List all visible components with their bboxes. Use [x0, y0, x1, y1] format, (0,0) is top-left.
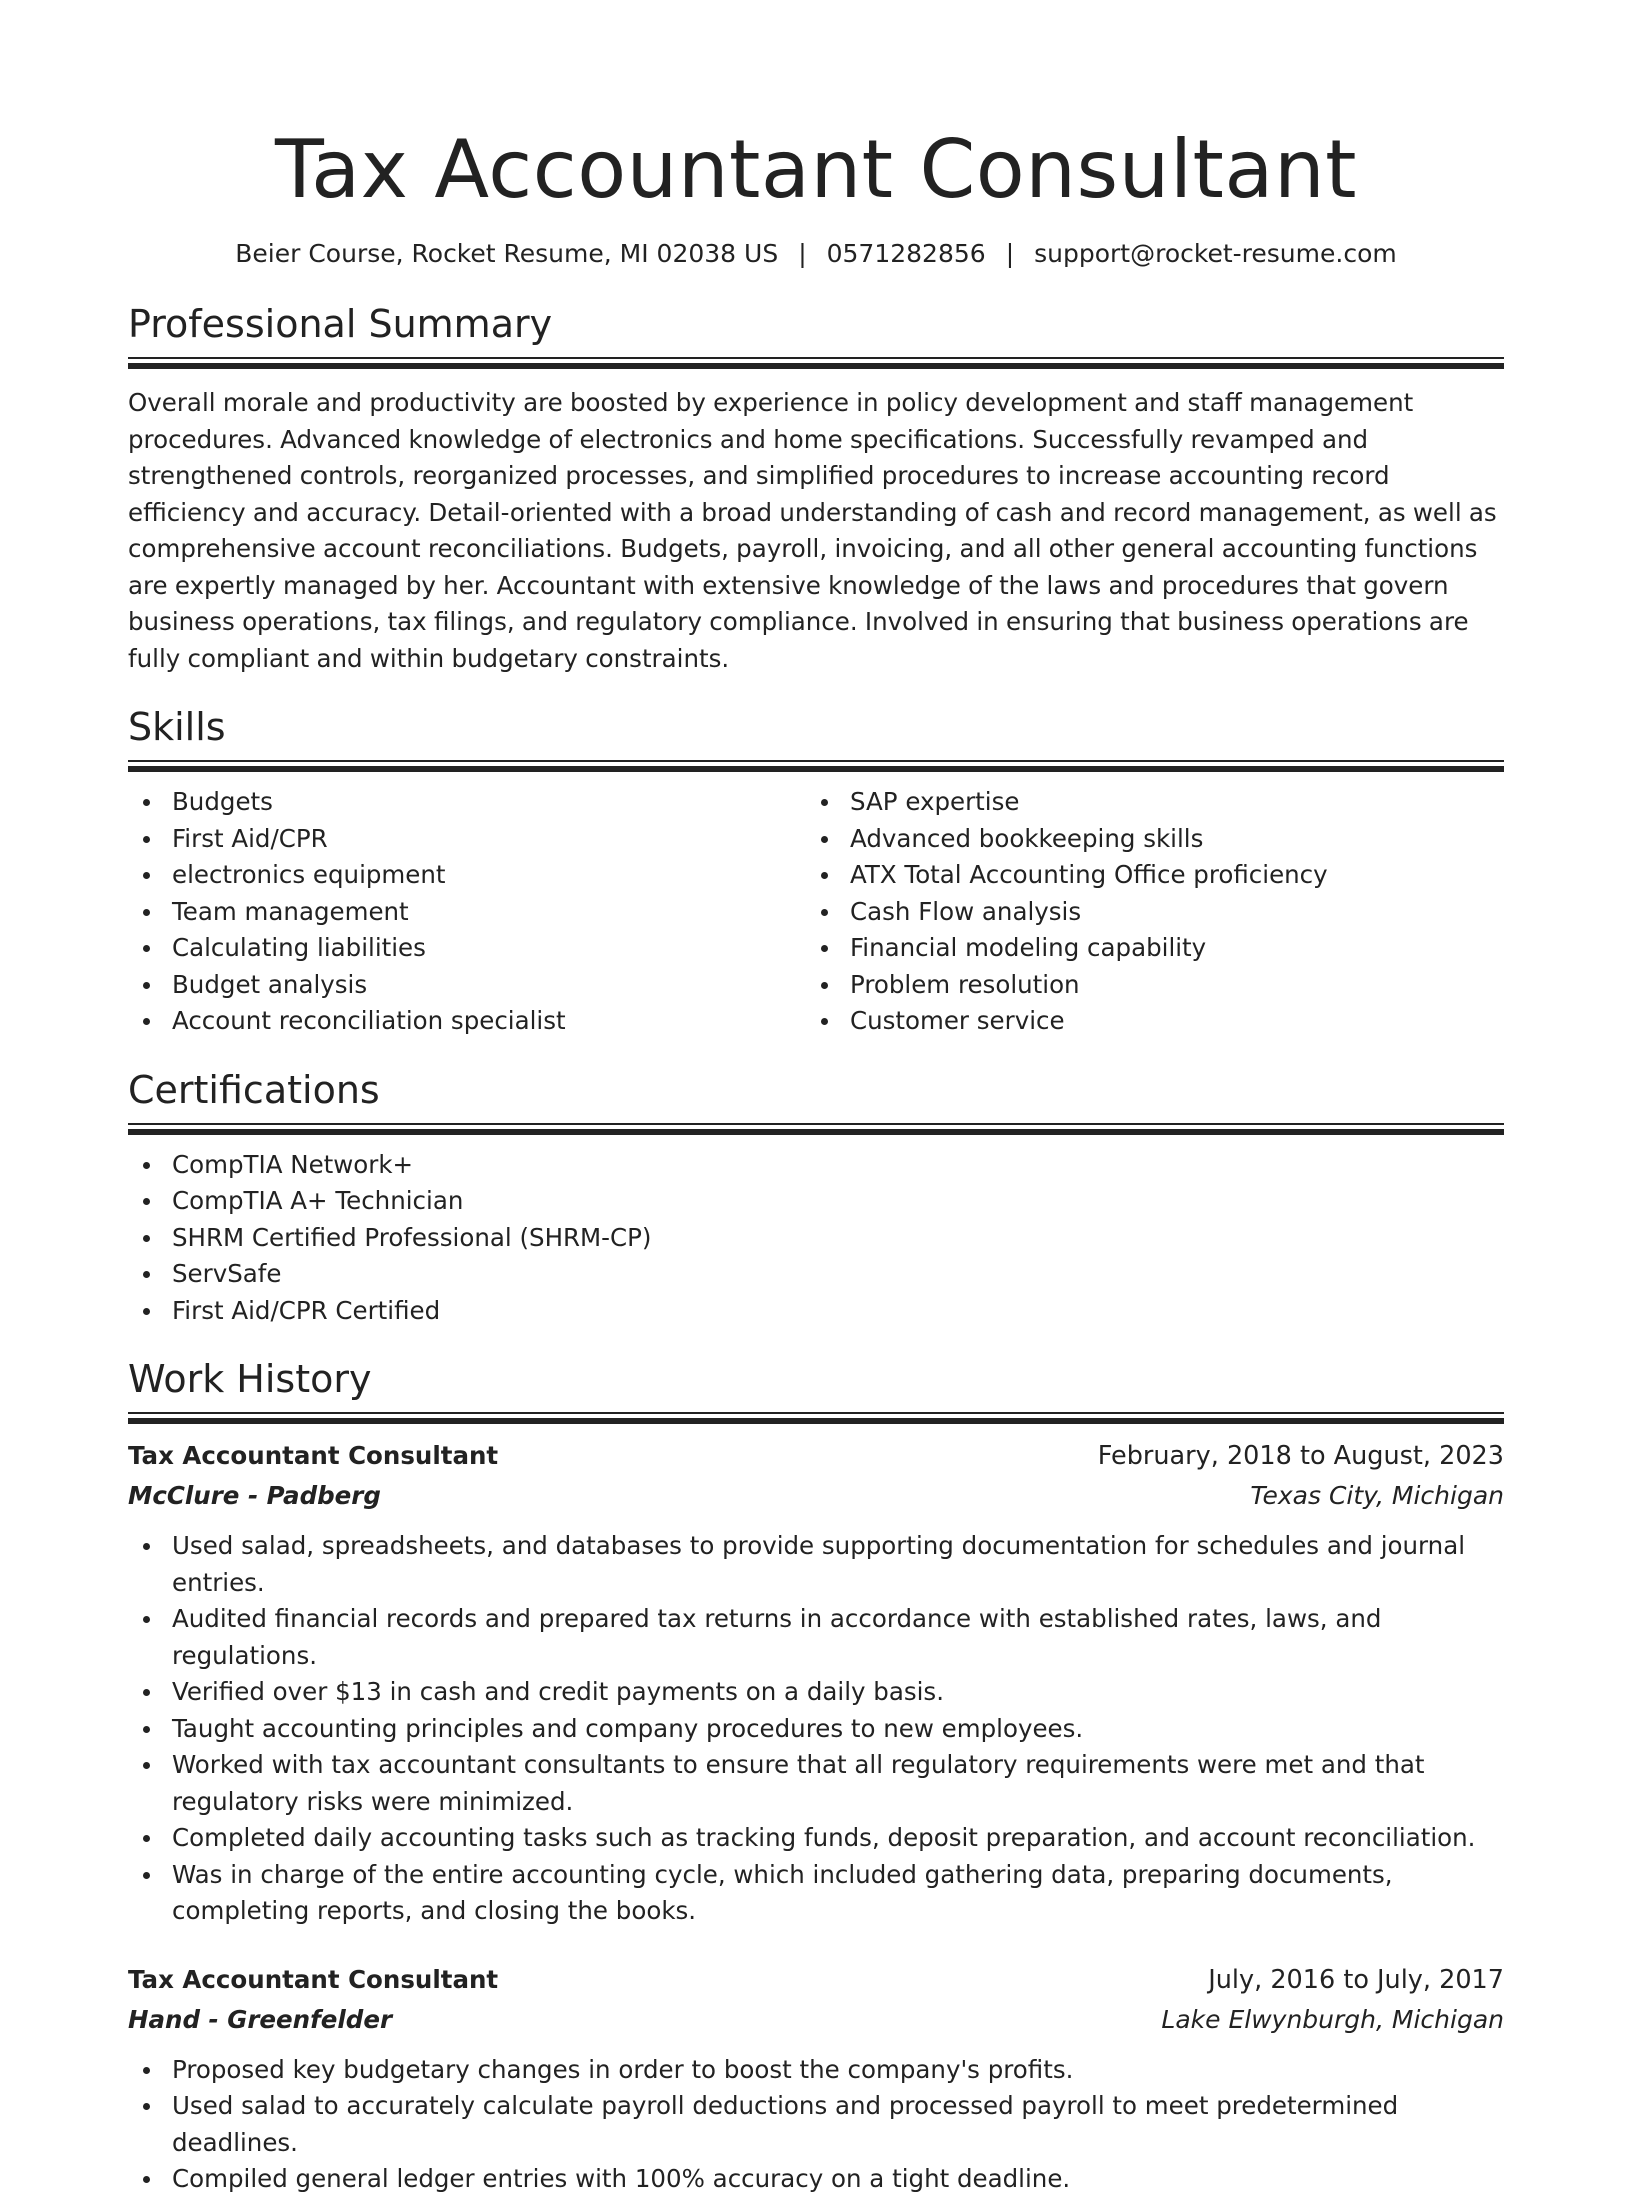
job-bullet: Completed daily accounting tasks such as tracking funds, deposit preparation, and account reconciliation.	[172, 1820, 1504, 1857]
job-bullet: Worked with tax accountant consultants to ensure that all regulatory requirements were met and that regulatory risks were minimized.	[172, 1747, 1504, 1820]
job-entry	[128, 1960, 1504, 2198]
skill-item: Cash Flow analysis	[850, 894, 1484, 931]
skill-item: Advanced bookkeeping skills	[850, 821, 1484, 858]
skill-item: Financial modeling capability	[850, 930, 1484, 967]
skill-item: Budget analysis	[172, 967, 806, 1004]
skills-list-right	[806, 784, 1484, 1040]
job-dates: February, 2018 to August, 2023	[1097, 1441, 1504, 1471]
job-location: Texas City, Michigan	[1250, 1481, 1504, 1510]
job-header	[128, 1436, 1504, 1476]
job-bullet: Verified over $13 in cash and credit payments on a daily basis.	[172, 1674, 1504, 1711]
job-bullet: Proposed key budgetary changes in order to boost the company's profits.	[172, 2052, 1504, 2089]
skills-section	[128, 704, 1504, 1040]
contact-separator: |	[1005, 239, 1015, 268]
skill-item: Customer service	[850, 1003, 1484, 1040]
resume-page	[128, 0, 1504, 2198]
job-location: Lake Elwynburgh, Michigan	[1161, 2004, 1504, 2034]
section-heading: Professional Summary	[128, 302, 553, 346]
certification-item: SHRM Certified Professional (SHRM-CP)	[172, 1220, 1504, 1257]
skill-item: electronics equipment	[172, 857, 806, 894]
section-divider	[128, 1412, 1504, 1424]
summary-text: Overall morale and productivity are boosted by experience in policy development and staff management procedures. Advanced knowledge of electronics and home specifications. Successfully revamped and strengthened controls, reorganized processes, and simplified procedures to increase accounting record efficiency and accuracy. Detail-oriented with a broad understanding of cash and record management, as well as comprehensive account reconciliations. Budgets, payroll, invoicing, and all other general accounting functions are expertly managed by her. Accountant with extensive knowledge of the laws and procedures that govern business operations, tax filings, and regulatory compliance. Involved in ensuring that business operations are fully compliant and within budgetary constraints.	[128, 388, 1497, 673]
job-bullets	[128, 2052, 1504, 2198]
job-entry	[128, 1436, 1504, 1930]
job-title: Tax Accountant Consultant	[128, 1964, 499, 1994]
section-heading: Certifications	[128, 1067, 380, 1112]
skills-column-left	[128, 784, 806, 1040]
skill-item: ATX Total Accounting Office proficiency	[850, 857, 1484, 894]
job-subheader	[128, 2000, 1504, 2040]
job-bullet: Was in charge of the entire accounting cycle, which included gathering data, preparing documents, completing reports, and closing the books.	[172, 1857, 1504, 1930]
job-company: McClure - Padberg	[128, 1481, 381, 1510]
job-title: Tax Accountant Consultant	[128, 1441, 499, 1470]
work-history-section	[128, 1356, 1504, 2198]
skills-grid	[128, 784, 1504, 1040]
skill-item: Calculating liabilities	[172, 930, 806, 967]
job-dates: July, 2016 to July, 2017	[1208, 1964, 1504, 1995]
job-bullet: Used salad, spreadsheets, and databases to provide supporting documentation for schedules and journal entries.	[172, 1528, 1504, 1601]
skill-item: Account reconciliation specialist	[172, 1003, 806, 1040]
skill-item: SAP expertise	[850, 784, 1484, 821]
contact-line	[128, 238, 1504, 270]
contact-email[interactable]: support@rocket-resume.com	[1034, 239, 1397, 268]
job-header	[128, 1960, 1504, 2000]
section-divider	[128, 1123, 1504, 1135]
skills-list-left	[128, 784, 806, 1040]
certification-item: First Aid/CPR Certified	[172, 1293, 1504, 1330]
certifications-list	[128, 1147, 1504, 1330]
certification-item: CompTIA A+ Technician	[172, 1183, 1504, 1220]
summary-section	[128, 301, 1504, 677]
certification-item: CompTIA Network+	[172, 1147, 1504, 1184]
skills-column-right	[806, 784, 1484, 1040]
section-divider	[128, 760, 1504, 772]
job-bullet: Audited financial records and prepared tax returns in accordance with established rates, laws, and regulations.	[172, 1601, 1504, 1674]
resume-name: Tax Accountant Consultant	[274, 123, 1358, 216]
certification-item: ServSafe	[172, 1256, 1504, 1293]
job-bullet: Used salad to accurately calculate payroll deductions and processed payroll to meet predetermined deadlines.	[172, 2088, 1504, 2161]
job-bullet: Compiled general ledger entries with 100% accuracy on a tight deadline.	[172, 2161, 1504, 2198]
section-heading: Skills	[128, 705, 226, 749]
skill-item: Problem resolution	[850, 967, 1484, 1004]
section-heading: Work History	[128, 1357, 372, 1401]
skill-item: First Aid/CPR	[172, 821, 806, 858]
job-bullet: Taught accounting principles and company procedures to new employees.	[172, 1711, 1504, 1748]
contact-address: Beier Course, Rocket Resume, MI 02038 US	[235, 239, 779, 268]
certifications-section	[128, 1067, 1504, 1330]
skill-item: Team management	[172, 894, 806, 931]
section-divider	[128, 357, 1504, 369]
job-company: Hand - Greenfelder	[128, 2004, 393, 2034]
job-bullets	[128, 1528, 1504, 1930]
contact-separator: |	[798, 239, 807, 268]
skill-item: Budgets	[172, 784, 806, 821]
job-subheader	[128, 1476, 1504, 1516]
contact-phone: 0571282856	[826, 239, 986, 268]
